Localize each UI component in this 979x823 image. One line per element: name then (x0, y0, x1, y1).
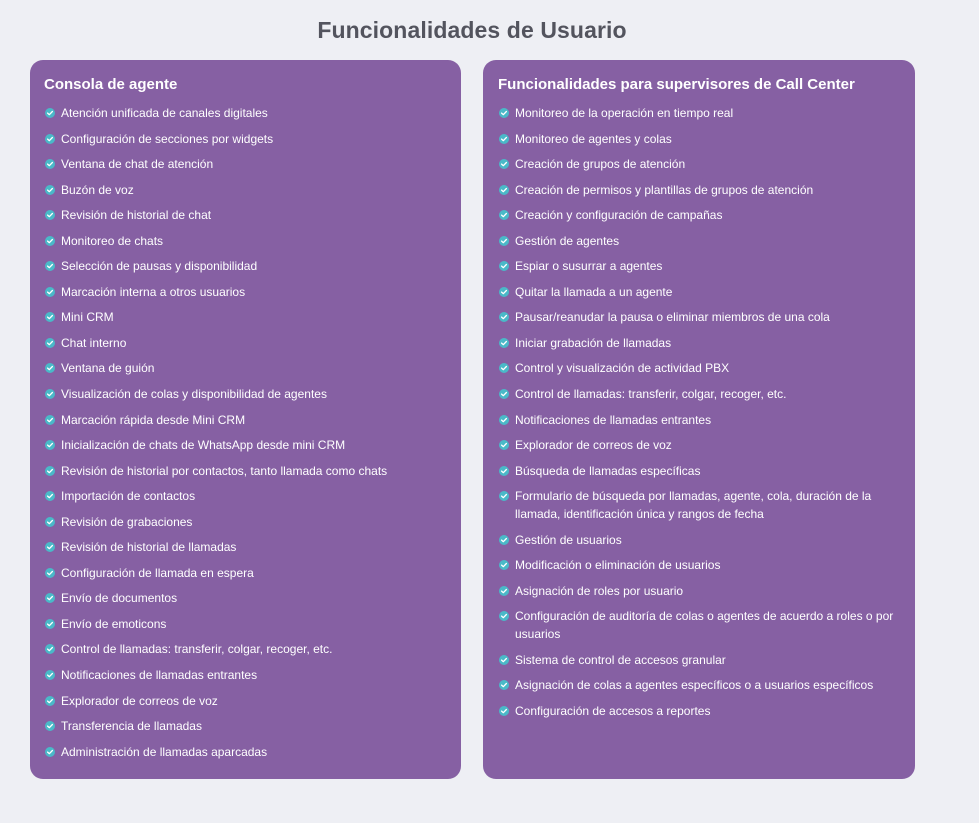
feature-list-item (44, 334, 445, 352)
check-circle-icon (499, 560, 509, 570)
feature-list-item (498, 676, 899, 694)
feature-list-item (498, 232, 899, 250)
check-circle-icon (499, 108, 509, 118)
feature-label: Búsqueda de llamadas específicas (515, 463, 701, 478)
feature-list-item (498, 411, 899, 429)
feature-label: Notificaciones de llamadas entrantes (515, 412, 712, 427)
page-title: Funcionalidades de Usuario (317, 17, 627, 44)
check-circle-icon (499, 236, 509, 246)
check-circle-icon (499, 586, 509, 596)
check-circle-icon (499, 440, 509, 450)
feature-list-item (498, 181, 899, 199)
feature-list-item (44, 436, 445, 454)
feature-list-item (44, 411, 445, 429)
check-circle-icon (499, 338, 509, 348)
feature-label: Ventana de guión (61, 361, 155, 376)
feature-list-item (498, 462, 899, 480)
feature-label: Sistema de control de accesos granular (515, 652, 726, 667)
feature-list-item (498, 436, 899, 454)
feature-list-item (44, 640, 445, 658)
check-circle-icon (45, 415, 55, 425)
feature-label: Gestión de usuarios (515, 532, 622, 547)
check-circle-icon (45, 466, 55, 476)
feature-label: Monitoreo de agentes y colas (515, 131, 672, 146)
feature-label: Envío de documentos (61, 591, 178, 606)
feature-label: Transferencia de llamadas (61, 719, 202, 734)
feature-label: Atención unificada de canales digitales (61, 106, 268, 120)
feature-label: Modificación o eliminación de usuarios (515, 558, 721, 573)
feature-list-item (498, 556, 899, 574)
feature-label: Asignación de colas a agentes específicos o a usuarios específicos (515, 678, 874, 693)
feature-label: Explorador de correos de voz (61, 693, 218, 708)
feature-list-item (498, 702, 899, 720)
feature-label: Asignación de roles por usuario (515, 583, 684, 598)
feature-list-item (498, 487, 899, 523)
check-circle-icon (499, 312, 509, 322)
check-circle-icon (45, 185, 55, 195)
feature-list-item (498, 155, 899, 173)
feature-label: Formulario de búsqueda por llamadas, agente, cola, duración de la llamada, identificación única y rangos de fecha (515, 489, 872, 522)
feature-label: Explorador de correos de voz (515, 438, 672, 453)
feature-label: Buzón de voz (61, 182, 134, 197)
check-circle-icon (45, 542, 55, 552)
feature-list-item (44, 206, 445, 224)
feature-list-item (44, 513, 445, 531)
check-circle-icon (499, 680, 509, 690)
feature-label: Marcación interna a otros usuarios (61, 284, 246, 299)
supervisor-title: Funcionalidades para supervisores de Call Center (498, 76, 855, 93)
supervisor-feature-list (498, 104, 899, 720)
feature-list-item (498, 130, 899, 148)
feature-list-item (498, 257, 899, 275)
check-circle-icon (45, 134, 55, 144)
feature-label: Pausar/reanudar la pausa o eliminar miembros de una cola (515, 310, 830, 325)
feature-list-item (44, 538, 445, 556)
feature-label: Chat interno (61, 335, 127, 350)
check-circle-icon (45, 696, 55, 706)
feature-list-item (44, 283, 445, 301)
feature-list-item (498, 651, 899, 669)
feature-list-item (44, 564, 445, 582)
check-circle-icon (45, 236, 55, 246)
check-circle-icon (499, 389, 509, 399)
feature-list-item (44, 487, 445, 505)
feature-label: Quitar la llamada a un agente (515, 284, 673, 299)
check-circle-icon (499, 134, 509, 144)
feature-list-item (44, 104, 445, 122)
feature-label: Configuración de accesos a reportes (515, 704, 711, 719)
feature-label: Configuración de llamada en espera (61, 565, 254, 580)
feature-list-item (44, 666, 445, 684)
check-circle-icon (499, 655, 509, 665)
check-circle-icon (499, 706, 509, 716)
feature-label: Revisión de grabaciones (61, 514, 193, 529)
check-circle-icon (499, 363, 509, 373)
feature-label: Monitoreo de la operación en tiempo real (515, 106, 734, 120)
check-circle-icon (45, 568, 55, 578)
feature-label: Control de llamadas: transferir, colgar, recoger, etc. (515, 387, 787, 402)
feature-label: Iniciar grabación de llamadas (515, 335, 672, 350)
check-circle-icon (45, 517, 55, 527)
check-circle-icon (45, 644, 55, 654)
feature-list-item (44, 130, 445, 148)
check-circle-icon (499, 261, 509, 271)
feature-list-item (44, 615, 445, 633)
check-circle-icon (45, 312, 55, 322)
feature-list-item (44, 717, 445, 735)
feature-label: Control y visualización de actividad PBX (515, 361, 730, 376)
feature-label: Visualización de colas y disponibilidad de agentes (61, 387, 327, 402)
agent-console-title: Consola de agente (44, 76, 178, 93)
check-circle-icon (45, 210, 55, 220)
feature-label: Selección de pausas y disponibilidad (61, 259, 258, 274)
feature-list-item (44, 155, 445, 173)
check-circle-icon (45, 108, 55, 118)
feature-list-item (44, 589, 445, 607)
check-circle-icon (45, 389, 55, 399)
check-circle-icon (499, 159, 509, 169)
feature-label: Espiar o susurrar a agentes (515, 259, 663, 274)
feature-label: Notificaciones de llamadas entrantes (61, 668, 258, 683)
feature-label: Administración de llamadas aparcadas (61, 744, 268, 759)
feature-label: Marcación rápida desde Mini CRM (61, 412, 246, 427)
feature-list-item (498, 607, 899, 643)
check-circle-icon (45, 593, 55, 603)
feature-label: Monitoreo de chats (61, 233, 164, 248)
feature-label: Importación de contactos (61, 489, 196, 504)
check-circle-icon (45, 338, 55, 348)
feature-label: Inicialización de chats de WhatsApp desde mini CRM (61, 438, 346, 453)
agent-console-feature-list (44, 104, 445, 761)
feature-list-item (44, 692, 445, 710)
feature-list-item (44, 308, 445, 326)
check-circle-icon (499, 415, 509, 425)
feature-label: Envío de emoticons (61, 616, 167, 631)
supervisor-card (483, 60, 915, 779)
check-circle-icon (45, 287, 55, 297)
feature-label: Creación de permisos y plantillas de grupos de atención (515, 182, 814, 197)
feature-label: Configuración de secciones por widgets (61, 131, 274, 146)
feature-list-item (44, 385, 445, 403)
check-circle-icon (499, 210, 509, 220)
feature-list-item (44, 359, 445, 377)
feature-list-item (498, 206, 899, 224)
feature-label: Revisión de historial por contactos, tanto llamada como chats (61, 463, 388, 478)
feature-list-item (44, 743, 445, 761)
feature-list-item (44, 181, 445, 199)
check-circle-icon (499, 535, 509, 545)
feature-label: Creación y configuración de campañas (515, 208, 723, 223)
feature-list-item (498, 104, 899, 122)
feature-list-item (498, 582, 899, 600)
check-circle-icon (45, 261, 55, 271)
feature-list-item (44, 462, 445, 480)
check-circle-icon (45, 159, 55, 169)
feature-list-item (498, 334, 899, 352)
feature-list-item (44, 232, 445, 250)
check-circle-icon (45, 619, 55, 629)
check-circle-icon (499, 287, 509, 297)
check-circle-icon (45, 363, 55, 373)
check-circle-icon (45, 747, 55, 757)
feature-label: Control de llamadas: transferir, colgar, recoger, etc. (61, 642, 333, 657)
feature-list-item (44, 257, 445, 275)
feature-label: Revisión de historial de chat (61, 208, 212, 223)
check-circle-icon (499, 611, 509, 621)
feature-label: Ventana de chat de atención (61, 157, 214, 172)
check-circle-icon (45, 670, 55, 680)
feature-label: Gestión de agentes (515, 233, 620, 248)
check-circle-icon (45, 440, 55, 450)
feature-label: Revisión de historial de llamadas (61, 540, 237, 555)
feature-label: Creación de grupos de atención (515, 157, 686, 172)
check-circle-icon (499, 491, 509, 501)
feature-list-item (498, 359, 899, 377)
check-circle-icon (499, 185, 509, 195)
check-circle-icon (45, 721, 55, 731)
check-circle-icon (499, 466, 509, 476)
feature-list-item (498, 283, 899, 301)
feature-list-item (498, 385, 899, 403)
check-circle-icon (45, 491, 55, 501)
feature-list-item (498, 531, 899, 549)
feature-label: Mini CRM (61, 310, 114, 325)
feature-list-item (498, 308, 899, 326)
agent-console-card (30, 60, 461, 779)
feature-label: Configuración de auditoría de colas o agentes de acuerdo a roles o por usuarios (515, 609, 894, 642)
